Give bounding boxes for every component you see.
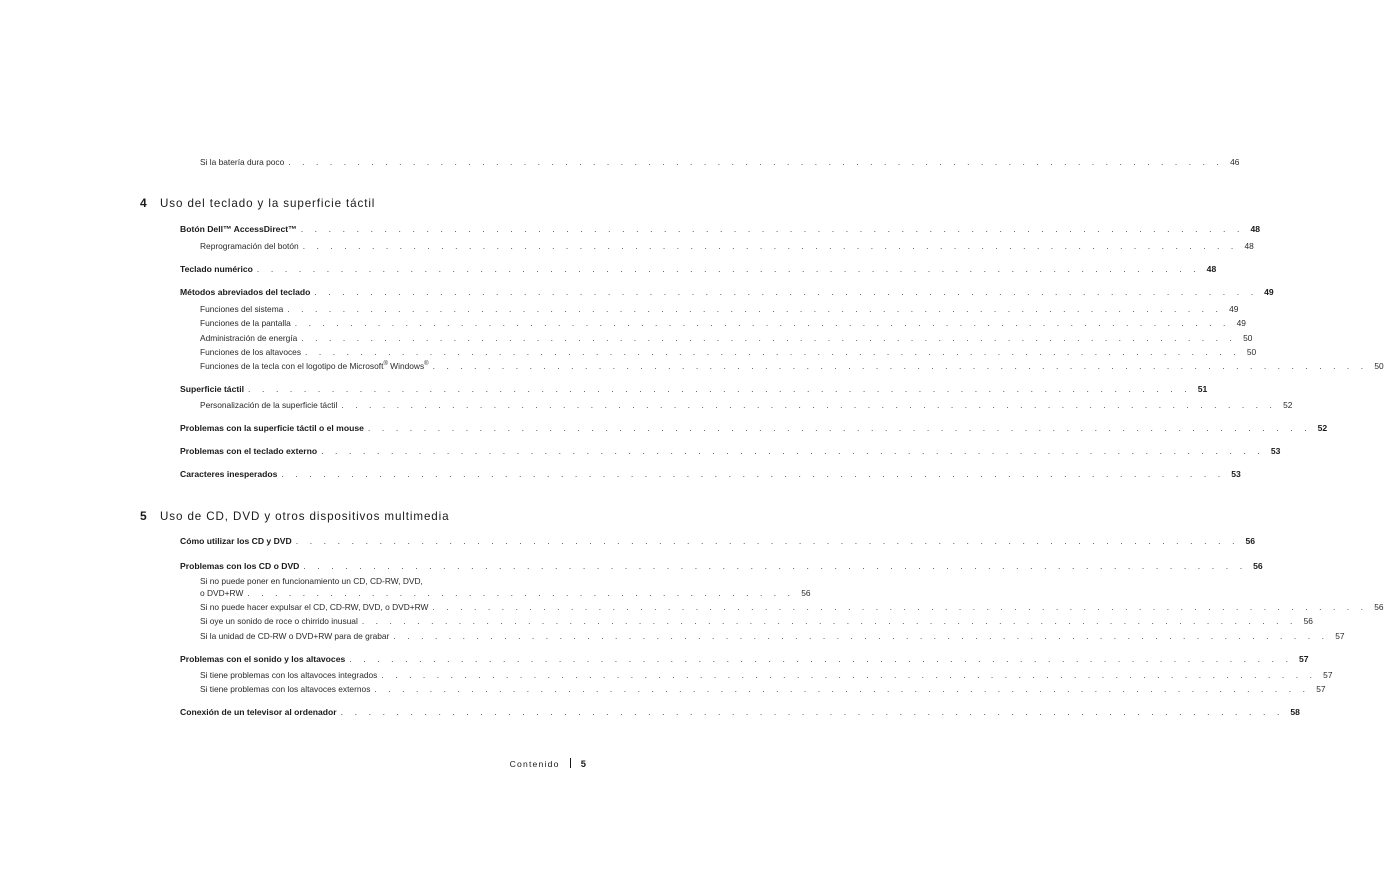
dot-leader — [295, 318, 1230, 328]
toc-section-title: Botón Dell™ AccessDirect™ — [180, 224, 297, 234]
toc-entry-title: Si tiene problemas con los altavoces integrados — [200, 670, 378, 680]
chapter-5-heading[interactable] — [140, 509, 449, 523]
chapter-number: 4 — [140, 196, 147, 210]
chapter-number: 5 — [140, 509, 147, 523]
dot-leader — [349, 654, 1292, 664]
toc-entry-title-line2-row — [200, 588, 811, 598]
toc-entry-title: Funciones de los altavoces — [200, 347, 302, 357]
toc-entry-title: Si no puede hacer expulsar el CD, CD-RW, DVD, o DVD+RW — [200, 602, 429, 612]
toc-entry-page: 46 — [1230, 157, 1240, 167]
toc-section-conexion-televisor[interactable] — [180, 707, 1300, 717]
toc-entry-page: 56 — [1374, 602, 1384, 612]
toc-section-title: Superficie táctil — [180, 384, 244, 394]
footer-page-number: 5 — [580, 758, 586, 769]
dot-leader — [303, 561, 1246, 571]
toc-entry-altavoces-integrados[interactable] — [200, 670, 1333, 680]
toc-entry-page: 56 — [801, 588, 811, 598]
dot-leader — [296, 536, 1239, 546]
footer-label: Contenido — [509, 759, 560, 769]
toc-entry-page: 49 — [1236, 318, 1246, 328]
dot-leader — [432, 602, 1367, 612]
toc-section-page: 58 — [1290, 707, 1300, 717]
toc-section-title: Cómo utilizar los CD y DVD — [180, 536, 292, 546]
dot-leader — [381, 670, 1316, 680]
toc-section-title: Problemas con los CD o DVD — [180, 561, 300, 571]
toc-entry-page: 50 — [1374, 361, 1384, 371]
toc-entry-title: Funciones de la pantalla — [200, 318, 291, 328]
toc-entry-page: 49 — [1229, 304, 1239, 314]
dot-leader — [248, 384, 1191, 394]
chapter-4-heading[interactable] — [140, 196, 375, 210]
dot-leader — [341, 400, 1276, 410]
dot-leader — [301, 333, 1236, 343]
dot-leader — [303, 241, 1238, 251]
title-part: Windows — [387, 361, 425, 371]
dot-leader — [314, 287, 1257, 297]
toc-section-page: 53 — [1270, 446, 1281, 456]
toc-section-page: 52 — [1317, 423, 1328, 433]
toc-entry-title-line1: Si no puede poner en funcionamiento un CD, CD-RW, DVD, — [200, 576, 423, 586]
toc-entry-page: 48 — [1244, 241, 1254, 251]
toc-section-caracteres-inesperados[interactable] — [180, 469, 1241, 479]
dot-leader — [433, 361, 1368, 371]
toc-entry-title: Si tiene problemas con los altavoces externos — [200, 684, 371, 694]
toc-section-title: Problemas con la superficie táctil o el mouse — [180, 423, 364, 433]
chapter-title: Uso de CD, DVD y otros dispositivos multimedia — [160, 510, 450, 523]
dot-leader — [374, 684, 1309, 694]
toc-entry-reprogramacion[interactable] — [200, 241, 1254, 251]
toc-section-title: Métodos abreviados del teclado — [180, 287, 311, 297]
toc-entry-page: 50 — [1246, 347, 1257, 357]
toc-section-page: 56 — [1245, 536, 1256, 546]
toc-entry-title: Si la unidad de CD-RW o DVD+RW para de grabar — [200, 631, 390, 641]
toc-section-page: 53 — [1231, 469, 1241, 479]
toc-section-page: 48 — [1206, 264, 1217, 274]
toc-entry-funciones-altavoces[interactable] — [200, 347, 1257, 357]
toc-entry-title: Si oye un sonido de roce o chirrido inusual — [200, 616, 358, 626]
page-footer — [510, 757, 586, 769]
toc-section-problemas-sonido[interactable] — [180, 654, 1309, 664]
toc-entry-sonido-roce[interactable] — [200, 616, 1313, 626]
toc-section-page: 49 — [1264, 287, 1274, 297]
dot-leader — [393, 631, 1328, 641]
dot-leader — [341, 707, 1284, 717]
dot-leader — [257, 264, 1200, 274]
toc-section-page: 56 — [1253, 561, 1263, 571]
toc-entry-title: Reprogramación del botón — [200, 241, 299, 251]
toc-section-page: 51 — [1197, 384, 1208, 394]
toc-entry-no-expulsa-cd[interactable] — [200, 602, 1384, 612]
registered-mark: ® — [424, 361, 429, 368]
toc-section-page: 57 — [1299, 654, 1309, 664]
dot-leader — [368, 423, 1311, 433]
toc-entry-page: 57 — [1335, 631, 1345, 641]
toc-entry-altavoces-externos[interactable] — [200, 684, 1326, 694]
toc-section-title: Teclado numérico — [180, 264, 253, 274]
toc-section-problemas-superficie[interactable] — [180, 423, 1328, 433]
toc-entry-title: Administración de energía — [200, 333, 298, 343]
registered-mark: ® — [383, 361, 388, 368]
chapter-title: Uso del teclado y la superficie táctil — [160, 197, 376, 210]
toc-entry-page: 50 — [1243, 333, 1253, 343]
toc-entry-funciones-pantalla[interactable] — [200, 318, 1246, 328]
toc-section-title: Conexión de un televisor al ordenador — [180, 707, 337, 717]
dot-leader — [287, 304, 1222, 314]
toc-entry-title: Personalización de la superficie táctil — [200, 400, 338, 410]
toc-entry-title — [200, 361, 429, 371]
toc-entry-title: Funciones del sistema — [200, 304, 284, 314]
dot-leader — [281, 469, 1224, 479]
dot-leader — [301, 224, 1244, 234]
toc-section-problemas-teclado-externo[interactable] — [180, 446, 1281, 456]
toc-entry-tecla-windows[interactable] — [200, 361, 1384, 371]
toc-entry-administracion-energia[interactable] — [200, 333, 1253, 343]
dot-leader — [321, 446, 1264, 456]
dot-leader — [362, 616, 1297, 626]
toc-section-superficie-tactil[interactable] — [180, 384, 1208, 394]
toc-entry-title-line2: o DVD+RW — [200, 588, 244, 598]
footer-divider — [570, 758, 571, 768]
toc-section-title: Caracteres inesperados — [180, 469, 278, 479]
toc-entry-title: Si la batería dura poco — [200, 157, 285, 167]
toc-entry-funciones-sistema[interactable] — [200, 304, 1239, 314]
toc-entry-page: 56 — [1303, 616, 1313, 626]
dot-leader — [288, 157, 1223, 167]
toc-entry-page: 57 — [1316, 684, 1326, 694]
toc-section-title: Problemas con el sonido y los altavoces — [180, 654, 346, 664]
toc-section-como-utilizar-cd[interactable] — [180, 536, 1256, 546]
toc-section-title: Problemas con el teclado externo — [180, 446, 318, 456]
toc-entry-bateria[interactable] — [200, 157, 1240, 167]
toc-section-problemas-cd-dvd[interactable] — [180, 561, 1263, 571]
toc-entry-page: 57 — [1323, 670, 1333, 680]
toc-entry-para-de-grabar[interactable] — [200, 631, 1345, 641]
title-part: Funciones de la tecla con el logotipo de Microsoft — [200, 361, 384, 371]
toc-entry-no-funciona-cd[interactable] — [200, 576, 811, 598]
toc-section-page: 48 — [1250, 224, 1261, 234]
toc-entry-page: 52 — [1283, 400, 1293, 410]
dot-leader: . . . . . . . . . . . . . . . . . . . . . . . . . . . . . . . . . . . . . . . . — [247, 588, 795, 598]
toc-section-metodos-abreviados[interactable] — [180, 287, 1274, 297]
toc-entry-personalizacion[interactable] — [200, 400, 1293, 410]
dot-leader — [305, 347, 1240, 357]
toc-section-accessdirect[interactable] — [180, 224, 1261, 234]
toc-section-teclado-numerico[interactable] — [180, 264, 1217, 274]
